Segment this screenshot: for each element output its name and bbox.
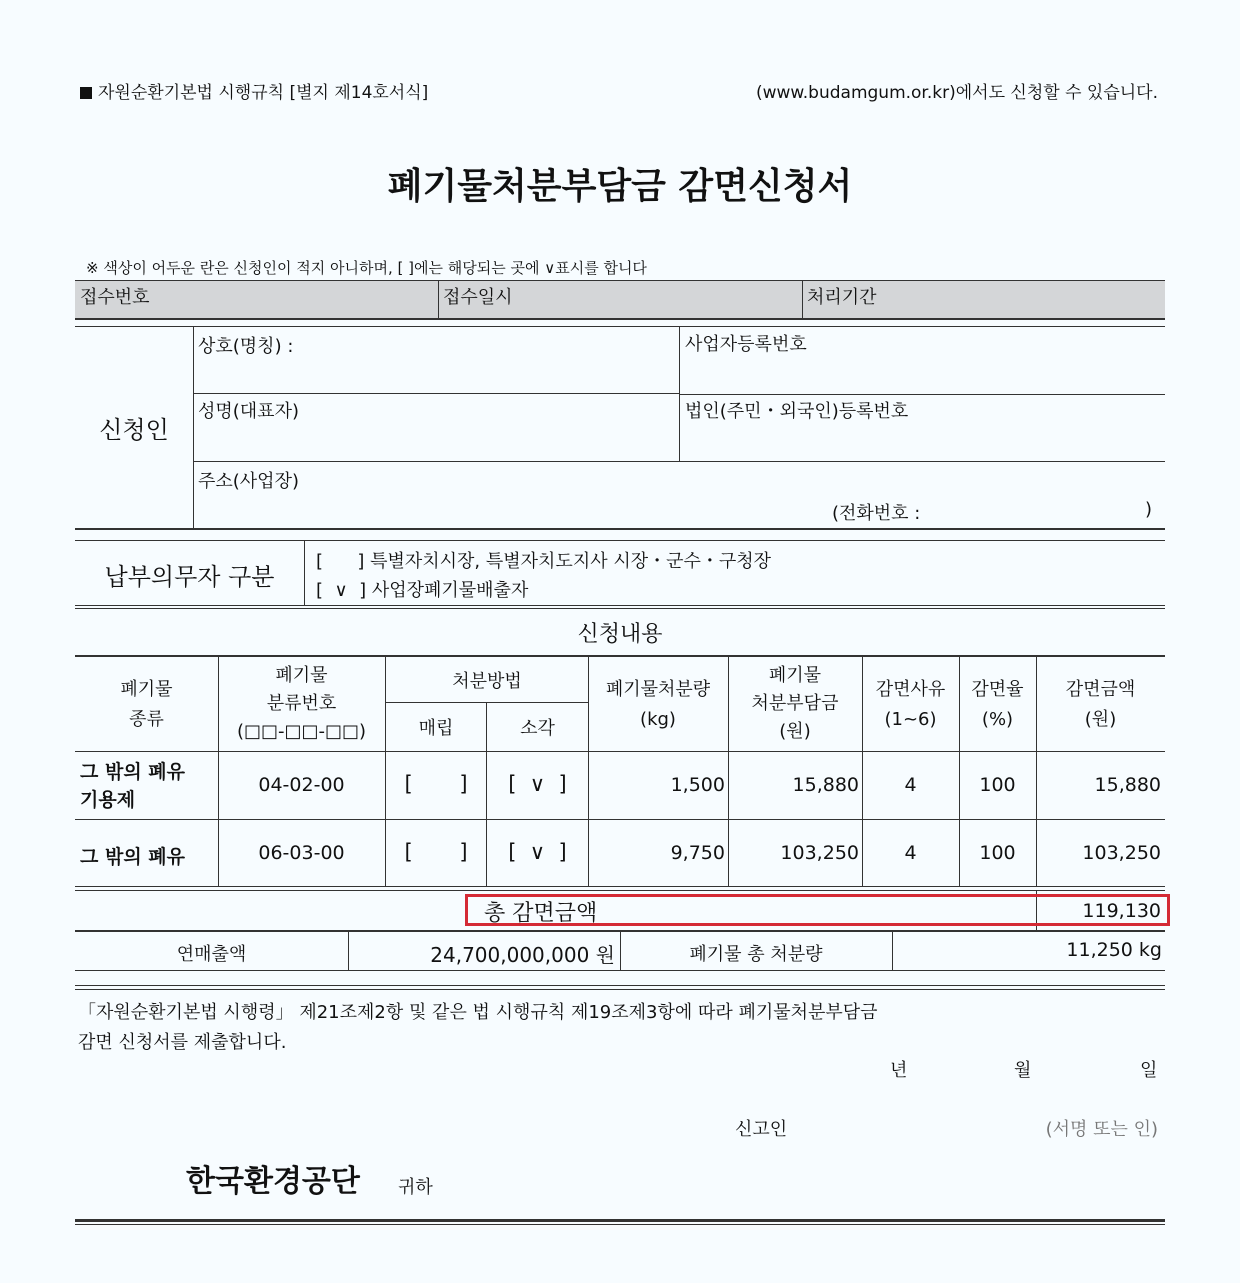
row1-waste-type: 그 밖의 폐유 기용제: [80, 761, 185, 811]
address-field[interactable]: 주소(사업장): [198, 471, 299, 492]
total-amount-value: 11,250 kg: [1066, 939, 1162, 961]
row2-incineration-checkbox[interactable]: [ ∨ ]: [508, 840, 567, 864]
header-reason: 감면사유 (1~6): [875, 679, 946, 730]
reception-row: [75, 280, 1165, 318]
notice-text: ※ 색상이 어두운 란은 신청인이 적지 아니하며, [ ]에는 해당되는 곳에 ∨표시를 합니다: [86, 259, 647, 277]
row2-charge: 103,250: [780, 842, 859, 864]
header-incineration: 소각: [520, 718, 555, 739]
annual-sales-value: 24,700,000,000 원: [430, 943, 615, 967]
header-charge: 폐기물 처분부담금 (원): [751, 665, 839, 742]
checkbox-empty[interactable]: [ ]: [316, 551, 365, 572]
header-reduction: 감면금액 (원): [1065, 679, 1136, 730]
recipient-honorific: 귀하: [398, 1177, 433, 1198]
declaration-line-1: 「자원순환기본법 시행령」 제21조제2항 및 같은 법 시행규칙 제19조제3항에 따라 폐기물처분부담금: [78, 1002, 878, 1023]
receipt-date-label: 접수일시: [443, 287, 513, 308]
row1-incineration-checkbox[interactable]: [ ∨ ]: [508, 772, 567, 796]
website-note: (www.budamgum.or.kr)에서도 신청할 수 있습니다.: [755, 83, 1158, 103]
phone-field-open[interactable]: (전화번호 :: [832, 503, 921, 524]
obligor-option-business[interactable]: [ ∨ ] 사업장폐기물배출자: [316, 580, 529, 601]
signature-field[interactable]: (서명 또는 인): [1045, 1119, 1158, 1140]
row2-landfill-checkbox[interactable]: [ ]: [404, 840, 468, 864]
header-class-no: 폐기물 분류번호 (□□-□□-□□): [236, 665, 367, 742]
row2-class-no: 06-03-00: [258, 842, 345, 864]
header-amount: 폐기물처분량 (kg): [605, 679, 711, 730]
page-title: 폐기물처분부담금 감면신청서: [387, 166, 853, 207]
total-reduction-value: 119,130: [1082, 900, 1161, 922]
row2-reduction: 103,250: [1082, 842, 1161, 864]
row1-rate: 100: [979, 774, 1016, 796]
applicant-section-label: 신청인: [99, 416, 169, 444]
corp-reg-no-field[interactable]: 법인(주민・외국인)등록번호: [685, 401, 909, 422]
row1-amount: 1,500: [670, 774, 725, 796]
processing-period-label: 처리기간: [807, 287, 877, 308]
row1-charge: 15,880: [792, 774, 859, 796]
date-year[interactable]: 년: [890, 1060, 908, 1081]
row1-reason: 4: [904, 774, 917, 796]
total-amount-label: 폐기물 총 처분량: [689, 944, 823, 965]
recipient-name: 한국환경공단: [186, 1164, 360, 1199]
row2-amount: 9,750: [670, 842, 725, 864]
row1-landfill-checkbox[interactable]: [ ]: [404, 772, 468, 796]
row2-rate: 100: [979, 842, 1016, 864]
declaration-line-2: 감면 신청서를 제출합니다.: [78, 1032, 287, 1053]
checkbox-checked[interactable]: [ ∨ ]: [316, 580, 367, 601]
header-method: 처분방법: [452, 671, 522, 692]
reporter-label: 신고인: [735, 1119, 788, 1140]
receipt-number-label: 접수번호: [80, 287, 150, 308]
row2-reason: 4: [904, 842, 917, 864]
obligor-option-local-gov[interactable]: [ ] 특별자치시장, 특별자치도지사 시장・군수・구청장: [316, 551, 772, 572]
company-name-field[interactable]: 상호(명칭) :: [198, 336, 294, 357]
phone-field-close: ): [1145, 499, 1153, 520]
representative-field[interactable]: 성명(대표자): [198, 401, 299, 422]
business-reg-no-field[interactable]: 사업자등록번호: [685, 334, 807, 355]
header-rate: 감면율 (%): [971, 679, 1024, 730]
header-waste-type: 폐기물 종류: [120, 679, 173, 730]
date-day[interactable]: 일: [1140, 1060, 1158, 1081]
row1-reduction: 15,880: [1094, 774, 1161, 796]
row1-class-no: 04-02-00: [258, 774, 345, 796]
annual-sales-label: 연매출액: [176, 944, 247, 965]
header-landfill: 매립: [418, 718, 454, 739]
form-reference: 자원순환기본법 시행규칙 [별지 제14호서식]: [80, 78, 428, 103]
date-month[interactable]: 월: [1014, 1060, 1032, 1081]
obligor-label: 납부의무자 구분: [104, 563, 275, 591]
content-section-title: 신청내용: [577, 622, 663, 647]
square-bullet-icon: [80, 87, 92, 99]
row2-waste-type: 그 밖의 폐유: [80, 846, 185, 868]
total-reduction-label: 총 감면금액: [484, 901, 598, 926]
